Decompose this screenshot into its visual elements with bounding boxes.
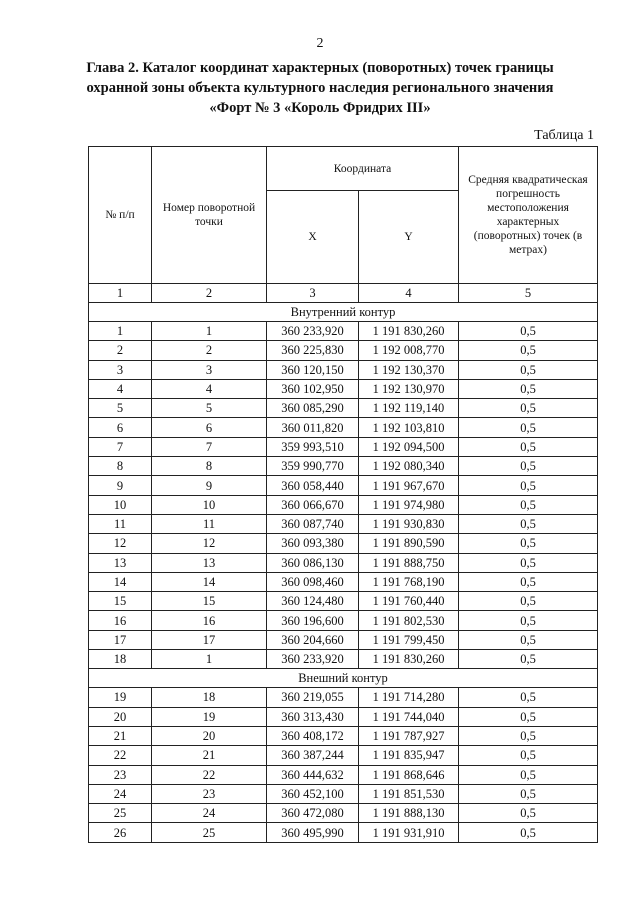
- row-number: 7: [89, 437, 152, 456]
- point-number: 7: [152, 437, 267, 456]
- coord-y: 1 191 835,947: [359, 746, 459, 765]
- coord-y: 1 192 130,370: [359, 360, 459, 379]
- header-error: Средняя квадратическая погрешность местоположения характерных (поворотных) точек (в метрах): [459, 147, 598, 284]
- point-number: 23: [152, 784, 267, 803]
- table-label: Таблица 1: [534, 128, 594, 143]
- coord-x: 360 387,244: [267, 746, 359, 765]
- row-number: 6: [89, 418, 152, 437]
- coord-y: 1 191 868,646: [359, 765, 459, 784]
- table-row: [89, 707, 598, 726]
- error-value: 0,5: [459, 572, 598, 591]
- heading-line: Глава 2. Каталог координат характерных (поворотных) точек границы: [86, 60, 554, 76]
- row-number: 25: [89, 804, 152, 823]
- heading-line: охранной зоны объекта культурного наследия регионального значения: [86, 80, 554, 96]
- error-value: 0,5: [459, 476, 598, 495]
- coord-x: 360 124,480: [267, 592, 359, 611]
- coord-x: 360 219,055: [267, 688, 359, 707]
- table-row: [89, 437, 598, 456]
- row-number: 12: [89, 534, 152, 553]
- table-row: [89, 784, 598, 803]
- point-number: 13: [152, 553, 267, 572]
- table-body: [89, 303, 598, 843]
- error-value: 0,5: [459, 437, 598, 456]
- point-number: 6: [152, 418, 267, 437]
- point-number: 18: [152, 688, 267, 707]
- table-row: [89, 379, 598, 398]
- error-value: 0,5: [459, 514, 598, 533]
- row-number: 4: [89, 379, 152, 398]
- table-row: [89, 418, 598, 437]
- error-value: 0,5: [459, 495, 598, 514]
- error-value: 0,5: [459, 726, 598, 745]
- coord-y: 1 192 080,340: [359, 457, 459, 476]
- row-number: 17: [89, 630, 152, 649]
- error-value: 0,5: [459, 630, 598, 649]
- point-number: 22: [152, 765, 267, 784]
- table-row: [89, 726, 598, 745]
- coord-x: 360 102,950: [267, 379, 359, 398]
- row-number: 22: [89, 746, 152, 765]
- table-row: [89, 592, 598, 611]
- error-value: 0,5: [459, 399, 598, 418]
- point-number: 3: [152, 360, 267, 379]
- row-number: 9: [89, 476, 152, 495]
- coord-x: 360 085,290: [267, 399, 359, 418]
- coord-y: 1 192 130,970: [359, 379, 459, 398]
- coord-x: 360 066,670: [267, 495, 359, 514]
- coord-y: 1 191 744,040: [359, 707, 459, 726]
- table-row: [89, 650, 598, 669]
- coord-x: 360 233,920: [267, 322, 359, 341]
- point-number: 12: [152, 534, 267, 553]
- table-row: [89, 804, 598, 823]
- table-row: [89, 514, 598, 533]
- row-number: 13: [89, 553, 152, 572]
- table-row: [89, 476, 598, 495]
- column-number: 3: [267, 284, 359, 303]
- point-number: 25: [152, 823, 267, 842]
- coord-y: 1 191 768,190: [359, 572, 459, 591]
- point-number: 1: [152, 650, 267, 669]
- coord-x: 360 011,820: [267, 418, 359, 437]
- row-number: 26: [89, 823, 152, 842]
- point-number: 16: [152, 611, 267, 630]
- table-row: [89, 360, 598, 379]
- section-title: Внешний контур: [89, 669, 598, 688]
- coord-y: 1 191 888,130: [359, 804, 459, 823]
- error-value: 0,5: [459, 746, 598, 765]
- point-number: 15: [152, 592, 267, 611]
- error-value: 0,5: [459, 823, 598, 842]
- coord-y: 1 191 714,280: [359, 688, 459, 707]
- coord-y: 1 191 802,530: [359, 611, 459, 630]
- header-x: X: [267, 191, 359, 284]
- point-number: 24: [152, 804, 267, 823]
- coord-x: 359 993,510: [267, 437, 359, 456]
- table-row: [89, 688, 598, 707]
- point-number: 2: [152, 341, 267, 360]
- table-row: [89, 341, 598, 360]
- row-number: 3: [89, 360, 152, 379]
- coord-x: 360 196,600: [267, 611, 359, 630]
- point-number: 4: [152, 379, 267, 398]
- table-row: [89, 399, 598, 418]
- error-value: 0,5: [459, 418, 598, 437]
- coord-y: 1 191 930,830: [359, 514, 459, 533]
- coord-x: 360 098,460: [267, 572, 359, 591]
- heading-line: «Форт № 3 «Король Фридрих III»: [209, 100, 431, 116]
- table-row: [89, 534, 598, 553]
- section-row: [89, 303, 598, 322]
- coord-x: 360 058,440: [267, 476, 359, 495]
- column-number: 4: [359, 284, 459, 303]
- coord-x: 360 204,660: [267, 630, 359, 649]
- point-number: 21: [152, 746, 267, 765]
- coord-y: 1 192 119,140: [359, 399, 459, 418]
- coord-y: 1 192 103,810: [359, 418, 459, 437]
- row-number: 10: [89, 495, 152, 514]
- coord-x: 359 990,770: [267, 457, 359, 476]
- table-row: [89, 553, 598, 572]
- coord-x: 360 408,172: [267, 726, 359, 745]
- table-row: [89, 823, 598, 842]
- coord-x: 360 495,990: [267, 823, 359, 842]
- chapter-heading: [60, 58, 580, 118]
- coord-x: 360 225,830: [267, 341, 359, 360]
- row-number: 20: [89, 707, 152, 726]
- section-row: [89, 669, 598, 688]
- coord-y: 1 191 888,750: [359, 553, 459, 572]
- header-coordinate: Координата: [267, 147, 459, 191]
- coord-x: 360 086,130: [267, 553, 359, 572]
- error-value: 0,5: [459, 707, 598, 726]
- page-number: 2: [316, 36, 324, 51]
- table-row: [89, 765, 598, 784]
- row-number: 24: [89, 784, 152, 803]
- coord-y: 1 191 787,927: [359, 726, 459, 745]
- row-number: 8: [89, 457, 152, 476]
- column-number: 2: [152, 284, 267, 303]
- coord-y: 1 191 830,260: [359, 322, 459, 341]
- section-title: Внутренний контур: [89, 303, 598, 322]
- error-value: 0,5: [459, 611, 598, 630]
- row-number: 1: [89, 322, 152, 341]
- point-number: 8: [152, 457, 267, 476]
- coord-y: 1 191 799,450: [359, 630, 459, 649]
- row-number: 23: [89, 765, 152, 784]
- row-number: 15: [89, 592, 152, 611]
- header-point: Номер поворотной точки: [152, 147, 267, 284]
- error-value: 0,5: [459, 804, 598, 823]
- error-value: 0,5: [459, 688, 598, 707]
- error-value: 0,5: [459, 379, 598, 398]
- point-number: 20: [152, 726, 267, 745]
- coord-y: 1 192 008,770: [359, 341, 459, 360]
- row-number: 2: [89, 341, 152, 360]
- table-row: [89, 611, 598, 630]
- point-number: 5: [152, 399, 267, 418]
- coord-y: 1 191 760,440: [359, 592, 459, 611]
- coordinates-table: [88, 146, 598, 843]
- coord-x: 360 093,380: [267, 534, 359, 553]
- row-number: 16: [89, 611, 152, 630]
- table-row: [89, 746, 598, 765]
- coord-x: 360 120,150: [267, 360, 359, 379]
- table-row: [89, 457, 598, 476]
- coord-x: 360 452,100: [267, 784, 359, 803]
- row-number: 14: [89, 572, 152, 591]
- column-number: 1: [89, 284, 152, 303]
- coord-y: 1 191 890,590: [359, 534, 459, 553]
- error-value: 0,5: [459, 360, 598, 379]
- row-number: 18: [89, 650, 152, 669]
- coord-x: 360 313,430: [267, 707, 359, 726]
- row-number: 11: [89, 514, 152, 533]
- error-value: 0,5: [459, 650, 598, 669]
- point-number: 14: [152, 572, 267, 591]
- table-row: [89, 572, 598, 591]
- error-value: 0,5: [459, 784, 598, 803]
- coord-x: 360 472,080: [267, 804, 359, 823]
- point-number: 19: [152, 707, 267, 726]
- header-y: Y: [359, 191, 459, 284]
- coord-x: 360 444,632: [267, 765, 359, 784]
- coord-y: 1 191 974,980: [359, 495, 459, 514]
- coord-y: 1 191 931,910: [359, 823, 459, 842]
- coord-x: 360 233,920: [267, 650, 359, 669]
- table-row: [89, 630, 598, 649]
- error-value: 0,5: [459, 592, 598, 611]
- table-row: [89, 322, 598, 341]
- error-value: 0,5: [459, 534, 598, 553]
- point-number: 17: [152, 630, 267, 649]
- point-number: 9: [152, 476, 267, 495]
- point-number: 11: [152, 514, 267, 533]
- coord-y: 1 191 830,260: [359, 650, 459, 669]
- column-number: 5: [459, 284, 598, 303]
- table-row: [89, 495, 598, 514]
- point-number: 10: [152, 495, 267, 514]
- row-number: 19: [89, 688, 152, 707]
- coord-y: 1 192 094,500: [359, 437, 459, 456]
- error-value: 0,5: [459, 322, 598, 341]
- row-number: 5: [89, 399, 152, 418]
- coord-y: 1 191 851,530: [359, 784, 459, 803]
- row-number: 21: [89, 726, 152, 745]
- point-number: 1: [152, 322, 267, 341]
- coord-x: 360 087,740: [267, 514, 359, 533]
- coord-y: 1 191 967,670: [359, 476, 459, 495]
- error-value: 0,5: [459, 457, 598, 476]
- error-value: 0,5: [459, 765, 598, 784]
- header-num: № п/п: [89, 147, 152, 284]
- error-value: 0,5: [459, 553, 598, 572]
- error-value: 0,5: [459, 341, 598, 360]
